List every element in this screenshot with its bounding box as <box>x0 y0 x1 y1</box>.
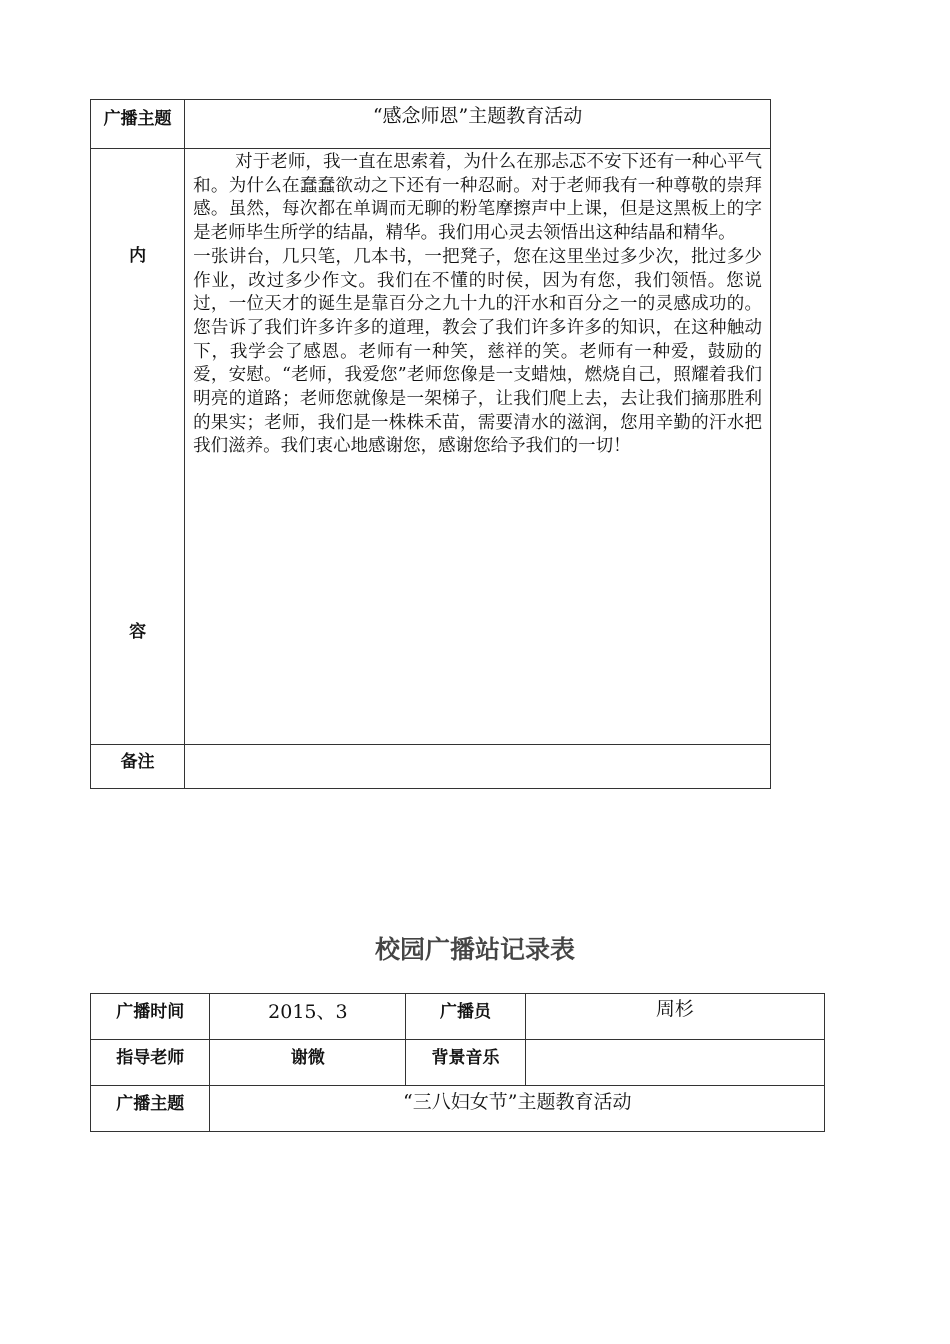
content-body <box>185 149 770 459</box>
time-value: 2015、3 <box>210 994 406 1040</box>
broadcast-record-table-2 <box>90 993 825 1132</box>
teacher-label: 指导老师 <box>91 1040 210 1086</box>
topic-label-2: 广播主题 <box>91 1086 210 1132</box>
content-paragraph: 一张讲台，几只笔，几本书，一把凳子，您在这里坐过多少次，批过多少作业，改过多少作文。我们在不懂的时侯，因为有您，我们领悟。您说过，一位天才的诞生是靠百分之九十九的汗水和百分之一的灵感成功的。您告诉了我们许多许多的道理，教会了我们许多许多的知识，在这种触动下，我学会了感恩。老师有一种笑，慈祥的笑。老师有一种爱，鼓励的爱，安慰。“老师，我爱您”老师您像是一支蜡烛，燃烧自己，照耀着我们明亮的道路；老师您就像是一架梯子，让我们爬上去，去让我们摘那胜利的果实；老师，我们是一株株禾苗，需要清水的滋润，您用辛勤的汗水把我们滋养。我们衷心地感谢您，感谢您给予我们的一切！ <box>193 246 762 457</box>
teacher-value: 谢微 <box>210 1040 406 1086</box>
remark-label: 备注 <box>91 745 185 789</box>
music-label: 背景音乐 <box>406 1040 525 1086</box>
topic-label: 广播主题 <box>91 100 185 149</box>
time-label: 广播时间 <box>91 994 210 1040</box>
broadcast-record-table-1 <box>90 99 771 789</box>
content-label-top: 内 <box>129 246 147 266</box>
content-paragraph: 对于老师，我一直在思索着，为什么在那忐忑不安下还有一种心平气和。为什么在蠢蠢欲动之下还有一种忍耐。对于老师我有一种尊敬的崇拜感。虽然，每次都在单调而无聊的粉笔摩擦声中上课，但是这黑板上的字是老师毕生所学的结晶，精华。我们用心灵去领悟出这种结晶和精华。 <box>193 152 762 244</box>
topic-value-2: “三八妇女节”主题教育活动 <box>210 1086 825 1132</box>
broadcaster-label: 广播员 <box>406 994 525 1040</box>
topic-value: “感念师恩”主题教育活动 <box>185 100 771 149</box>
content-cell <box>185 149 771 745</box>
remark-value <box>185 745 771 789</box>
content-label-bottom: 容 <box>129 622 147 642</box>
content-label-cell <box>91 149 185 745</box>
broadcaster-value: 周杉 <box>525 994 824 1040</box>
record-title: 校园广播站记录表 <box>374 935 575 964</box>
music-value <box>525 1040 824 1086</box>
